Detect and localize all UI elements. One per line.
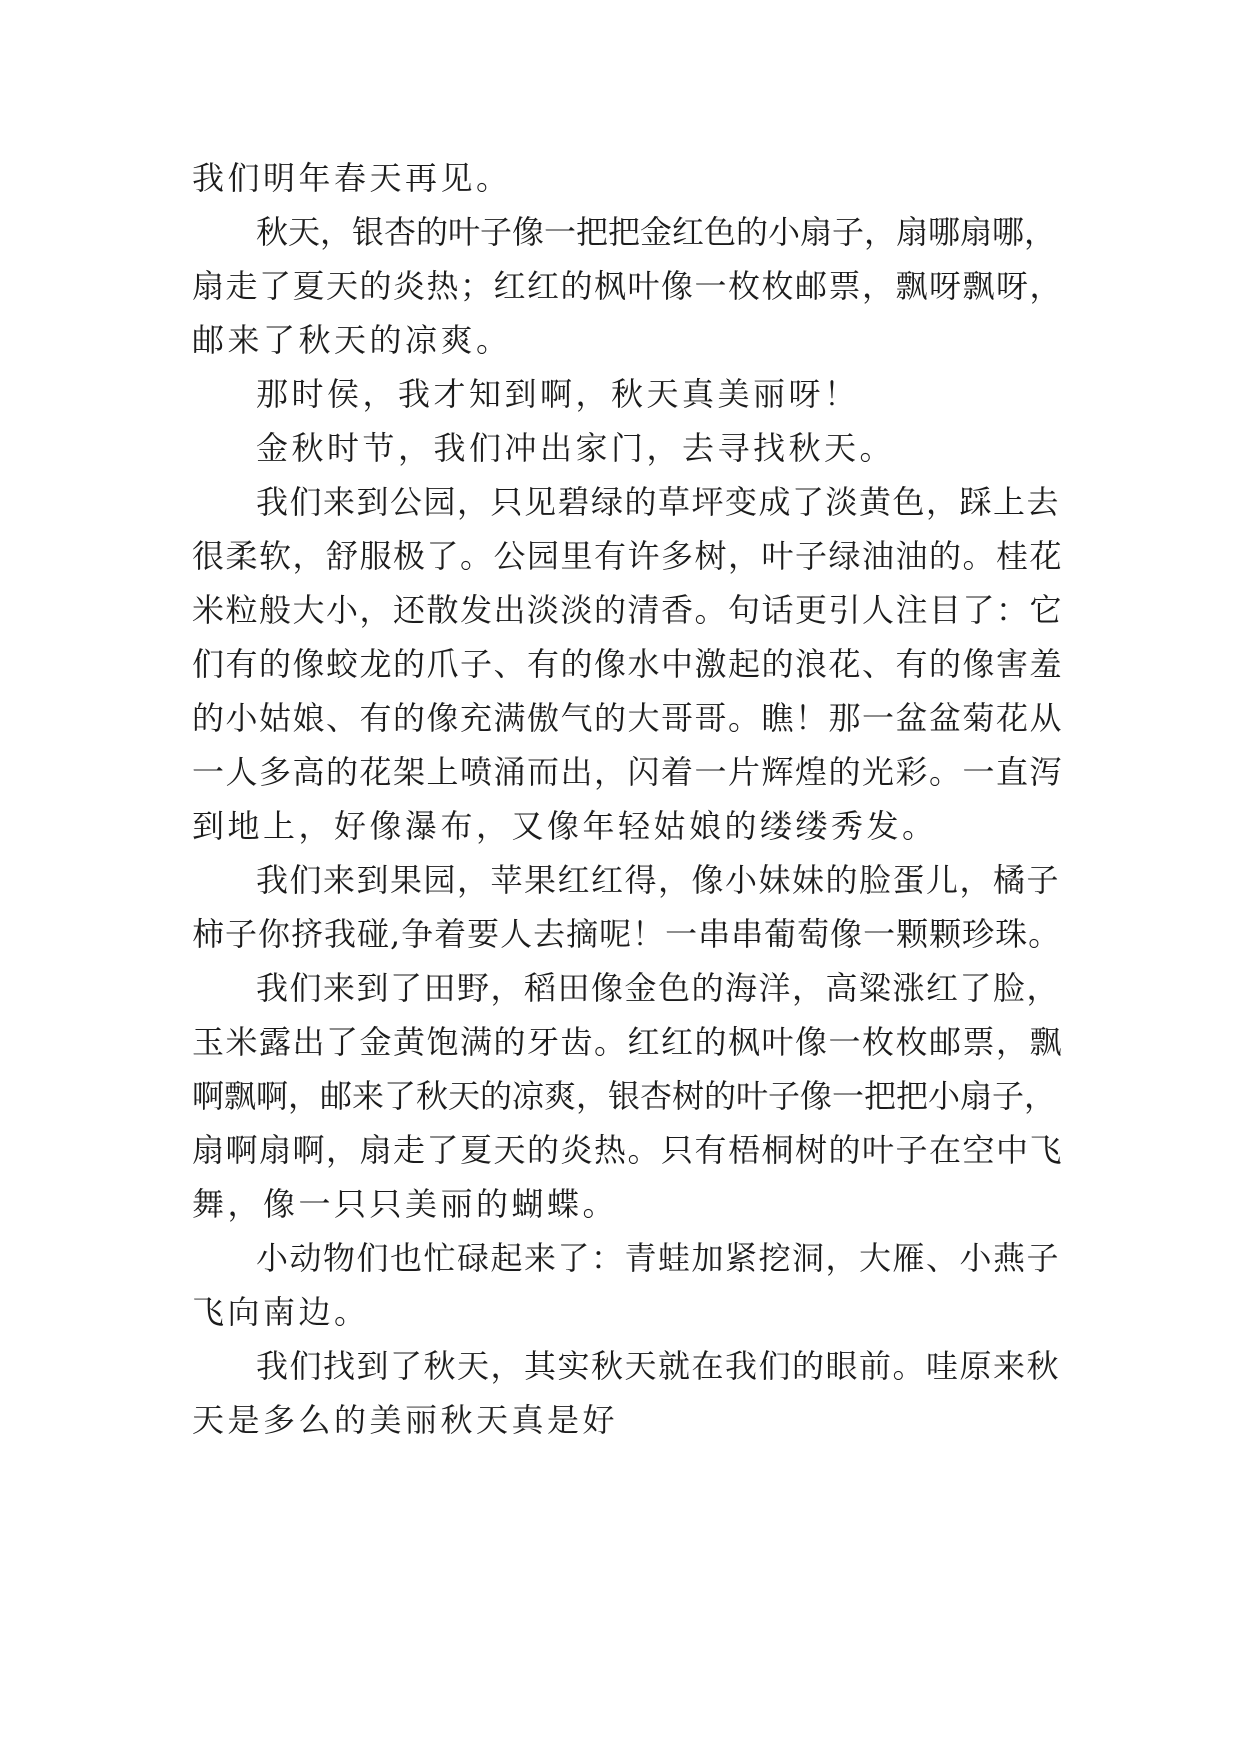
- text-line: 米粒般大小，还散发出淡淡的清香。句话更引人注目了：它: [192, 591, 1064, 629]
- text-line: 我们明年春天再见。: [192, 159, 512, 197]
- paragraph-first-line: 金秋时节，我们冲出家门，去寻找秋天。: [256, 429, 896, 467]
- text-line: 邮来了秋天的凉爽。: [192, 321, 512, 359]
- paragraph-first-line: 我们来到了田野，稻田像金色的海洋，高粱涨红了脸，: [256, 969, 1061, 1007]
- paragraph-first-line: 我们来到公园，只见碧绿的草坪变成了淡黄色，踩上去: [256, 483, 1061, 521]
- text-line: 玉米露出了金黄饱满的牙齿。红红的枫叶像一枚枚邮票，飘: [192, 1023, 1064, 1061]
- text-line: 很柔软，舒服极了。公园里有许多树，叶子绿油油的。桂花: [192, 537, 1064, 575]
- paragraph-first-line: 那时侯，我才知到啊，秋天真美丽呀！: [256, 375, 860, 413]
- text-line: 天是多么的美丽秋天真是好: [192, 1401, 619, 1439]
- text-line: 们有的像蛟龙的爪子、有的像水中激起的浪花、有的像害羞: [192, 645, 1064, 683]
- paragraph-first-line: 秋天，银杏的叶子像一把把金红色的小扇子，扇哪扇哪，: [256, 213, 1057, 251]
- text-line: 到地上，好像瀑布，又像年轻姑娘的缕缕秀发。: [192, 807, 938, 845]
- paragraph-first-line: 我们来到果园，苹果红红得，像小妹妹的脸蛋儿，橘子: [256, 861, 1061, 899]
- text-line: 扇啊扇啊，扇走了夏天的炎热。只有梧桐树的叶子在空中飞: [192, 1131, 1064, 1169]
- text-line: 舞，像一只只美丽的蝴蝶。: [192, 1185, 619, 1223]
- text-line: 的小姑娘、有的像充满傲气的大哥哥。瞧！那一盆盆菊花从: [192, 699, 1064, 737]
- text-line: 飞向南边。: [192, 1293, 370, 1331]
- text-line: 扇走了夏天的炎热；红红的枫叶像一枚枚邮票，飘呀飘呀，: [192, 267, 1064, 305]
- text-line: 柿子你挤我碰,争着要人去摘呢！一串串葡萄像一颗颗珍珠。: [192, 915, 1062, 953]
- text-line: 啊飘啊，邮来了秋天的凉爽，银杏树的叶子像一把把小扇子，: [192, 1077, 1057, 1115]
- paragraph-first-line: 我们找到了秋天，其实秋天就在我们的眼前。哇原来秋: [256, 1347, 1061, 1385]
- paragraph-first-line: 小动物们也忙碌起来了：青蛙加紧挖洞，大雁、小燕子: [256, 1239, 1061, 1277]
- text-line: 一人多高的花架上喷涌而出，闪着一片辉煌的光彩。一直泻: [192, 753, 1064, 791]
